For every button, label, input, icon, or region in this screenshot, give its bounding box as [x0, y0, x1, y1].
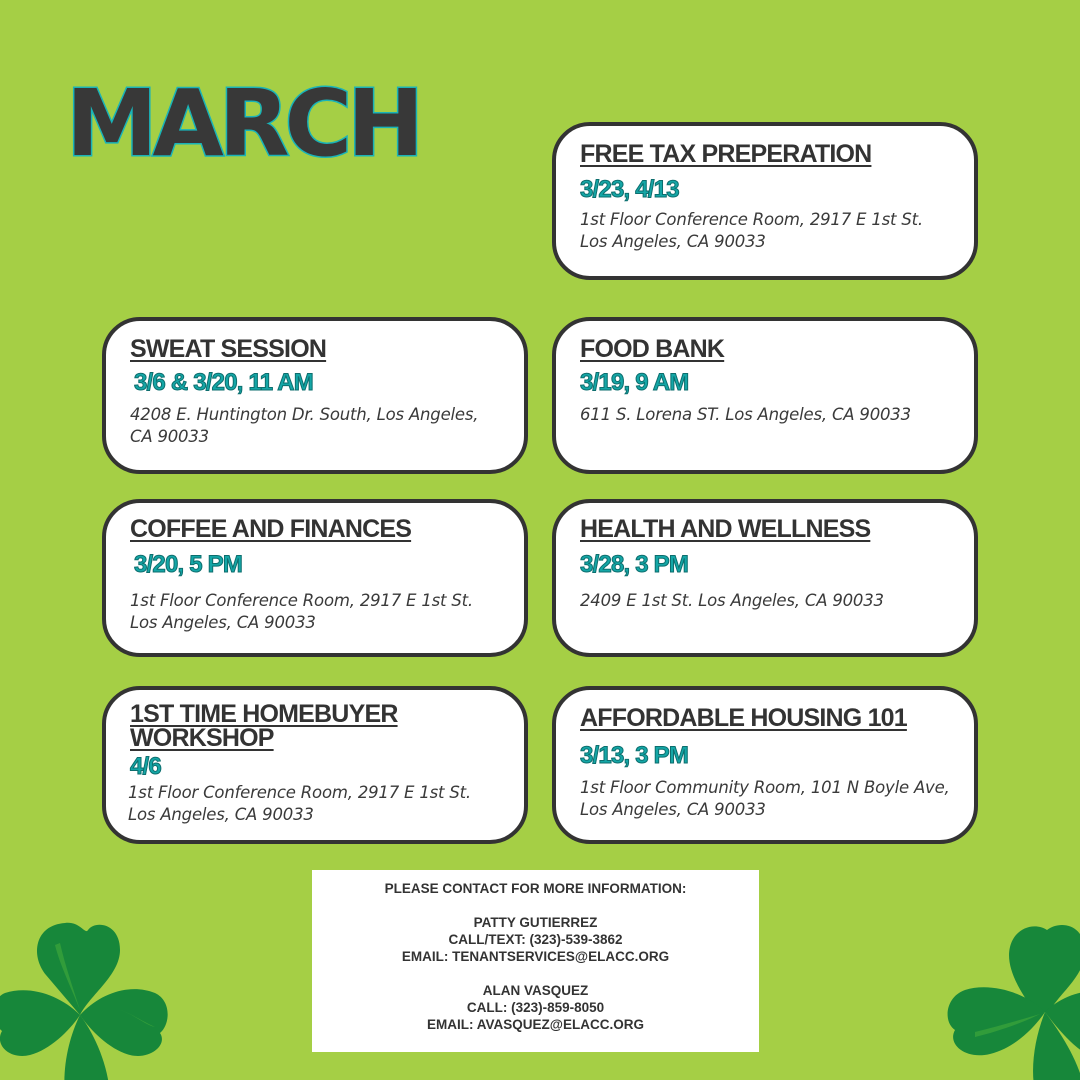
event-location-line1: 1st Floor Community Room, 101 N Boyle Ave,: [580, 778, 950, 797]
event-location-line2: Los Angeles, CA 90033: [580, 232, 766, 251]
page-title: MARCH: [66, 70, 420, 177]
contact-phone-patty: CALL/TEXT: (323)-539-3862: [448, 932, 623, 947]
event-date: 3/13, 3 PM: [580, 742, 689, 769]
event-location-line1: 1st Floor Conference Room, 2917 E 1st St.: [580, 210, 923, 229]
event-name: FREE TAX PREPERATION: [580, 140, 872, 168]
event-name: COFFEE AND FINANCES: [130, 515, 412, 543]
event-name: [130, 702, 504, 750]
event-name-line1: 1ST TIME HOMEBUYER: [130, 700, 398, 728]
event-card-affordable-housing-101: [552, 686, 978, 844]
shamrock-icon: [935, 912, 1080, 1080]
event-card-health-and-wellness: [552, 499, 978, 657]
contact-phone-alan: CALL: (323)-859-8050: [466, 1000, 605, 1015]
event-name: HEALTH AND WELLNESS: [580, 515, 871, 543]
event-date: 3/23, 4/13: [580, 176, 679, 203]
event-location-line2: Los Angeles, CA 90033: [130, 613, 316, 632]
event-date: 3/20, 5 PM: [134, 551, 243, 578]
shamrock-icon: [0, 915, 180, 1080]
event-location-line1: 1st Floor Conference Room, 2917 E 1st St.: [130, 591, 473, 610]
event-name: FOOD BANK: [580, 335, 725, 363]
event-card-coffee-and-finances: [102, 499, 528, 657]
contact-email-alan: EMAIL: AVASQUEZ@ELACC.ORG: [427, 1017, 644, 1032]
event-name: AFFORDABLE HOUSING 101: [580, 704, 907, 732]
event-date: 4/6: [130, 753, 161, 780]
event-location-line1: 4208 E. Huntington Dr. South, Los Angeles,: [130, 405, 479, 424]
contact-name-alan: ALAN VASQUEZ: [482, 983, 589, 998]
contact-name-patty: PATTY GUTIERREZ: [473, 915, 598, 930]
event-date: 3/19, 9 AM: [580, 369, 689, 396]
event-card-free-tax-preparation: [552, 122, 978, 280]
event-date: 3/28, 3 PM: [580, 551, 689, 578]
event-name: SWEAT SESSION: [130, 335, 327, 363]
event-location: 611 S. Lorena ST. Los Angeles, CA 90033: [580, 405, 911, 424]
contact-email-patty: EMAIL: TENANTSERVICES@ELACC.ORG: [401, 949, 670, 964]
event-card-food-bank: [552, 317, 978, 474]
event-location-line1: 1st Floor Conference Room, 2917 E 1st St.: [128, 783, 471, 802]
event-location: 2409 E 1st St. Los Angeles, CA 90033: [580, 591, 884, 610]
event-location-line2: Los Angeles, CA 90033: [580, 800, 766, 819]
event-location-line2: Los Angeles, CA 90033: [128, 805, 314, 824]
event-date: 3/6 & 3/20, 11 AM: [134, 369, 313, 396]
event-name-line2: WORKSHOP: [130, 724, 274, 752]
contact-heading: PLEASE CONTACT FOR MORE INFORMATION:: [384, 881, 687, 896]
event-card-homebuyer-workshop: [102, 686, 528, 844]
contact-info-box: [312, 870, 759, 1052]
event-card-sweat-session: [102, 317, 528, 474]
event-location-line2: CA 90033: [130, 427, 209, 446]
